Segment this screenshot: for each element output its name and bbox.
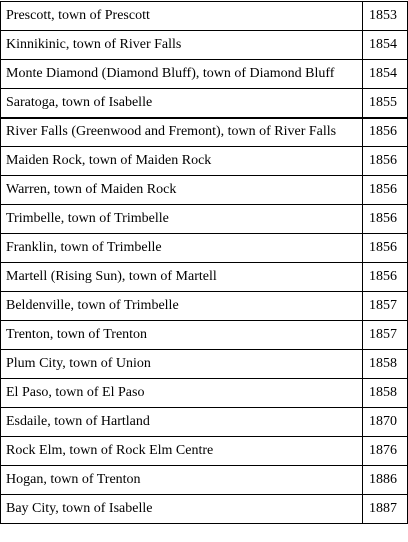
place-cell: River Falls (Greenwood and Fremont), town of River Falls — [1, 118, 363, 147]
year-cell: 1886 — [363, 466, 408, 495]
year-cell: 1857 — [363, 321, 408, 350]
table-row — [1, 292, 408, 321]
table-row — [1, 147, 408, 176]
table-row — [1, 234, 408, 263]
place-cell: Martell (Rising Sun), town of Martell — [1, 263, 363, 292]
table-row — [1, 379, 408, 408]
year-cell: 1856 — [363, 176, 408, 205]
table-row — [1, 118, 408, 147]
table-row — [1, 263, 408, 292]
table-row — [1, 321, 408, 350]
year-cell: 1853 — [363, 2, 408, 31]
place-cell: Esdaile, town of Hartland — [1, 408, 363, 437]
year-cell: 1856 — [363, 147, 408, 176]
place-cell: Warren, town of Maiden Rock — [1, 176, 363, 205]
place-cell: El Paso, town of El Paso — [1, 379, 363, 408]
year-cell: 1856 — [363, 234, 408, 263]
table-row — [1, 31, 408, 60]
table-row — [1, 437, 408, 466]
place-cell: Bay City, town of Isabelle — [1, 495, 363, 524]
place-cell: Kinnikinic, town of River Falls — [1, 31, 363, 60]
year-cell: 1856 — [363, 263, 408, 292]
year-cell: 1854 — [363, 31, 408, 60]
place-cell: Hogan, town of Trenton — [1, 466, 363, 495]
table-row — [1, 176, 408, 205]
table-row — [1, 2, 408, 31]
place-cell: Franklin, town of Trimbelle — [1, 234, 363, 263]
place-cell: Prescott, town of Prescott — [1, 2, 363, 31]
place-cell: Maiden Rock, town of Maiden Rock — [1, 147, 363, 176]
year-cell: 1887 — [363, 495, 408, 524]
table-row — [1, 89, 408, 118]
settlement-table — [0, 1, 408, 524]
place-cell: Beldenville, town of Trimbelle — [1, 292, 363, 321]
place-cell: Plum City, town of Union — [1, 350, 363, 379]
place-cell: Rock Elm, town of Rock Elm Centre — [1, 437, 363, 466]
year-cell: 1856 — [363, 205, 408, 234]
place-cell: Trenton, town of Trenton — [1, 321, 363, 350]
year-cell: 1858 — [363, 379, 408, 408]
year-cell: 1858 — [363, 350, 408, 379]
table-row — [1, 205, 408, 234]
year-cell: 1857 — [363, 292, 408, 321]
table-row — [1, 466, 408, 495]
table-row — [1, 495, 408, 524]
table-row — [1, 408, 408, 437]
place-cell: Saratoga, town of Isabelle — [1, 89, 363, 118]
place-cell: Monte Diamond (Diamond Bluff), town of Diamond Bluff — [1, 60, 363, 89]
year-cell: 1854 — [363, 60, 408, 89]
year-cell: 1870 — [363, 408, 408, 437]
year-cell: 1856 — [363, 118, 408, 147]
place-cell: Trimbelle, town of Trimbelle — [1, 205, 363, 234]
table-row — [1, 60, 408, 89]
table-body — [1, 2, 408, 524]
year-cell: 1855 — [363, 89, 408, 118]
table-row — [1, 350, 408, 379]
year-cell: 1876 — [363, 437, 408, 466]
